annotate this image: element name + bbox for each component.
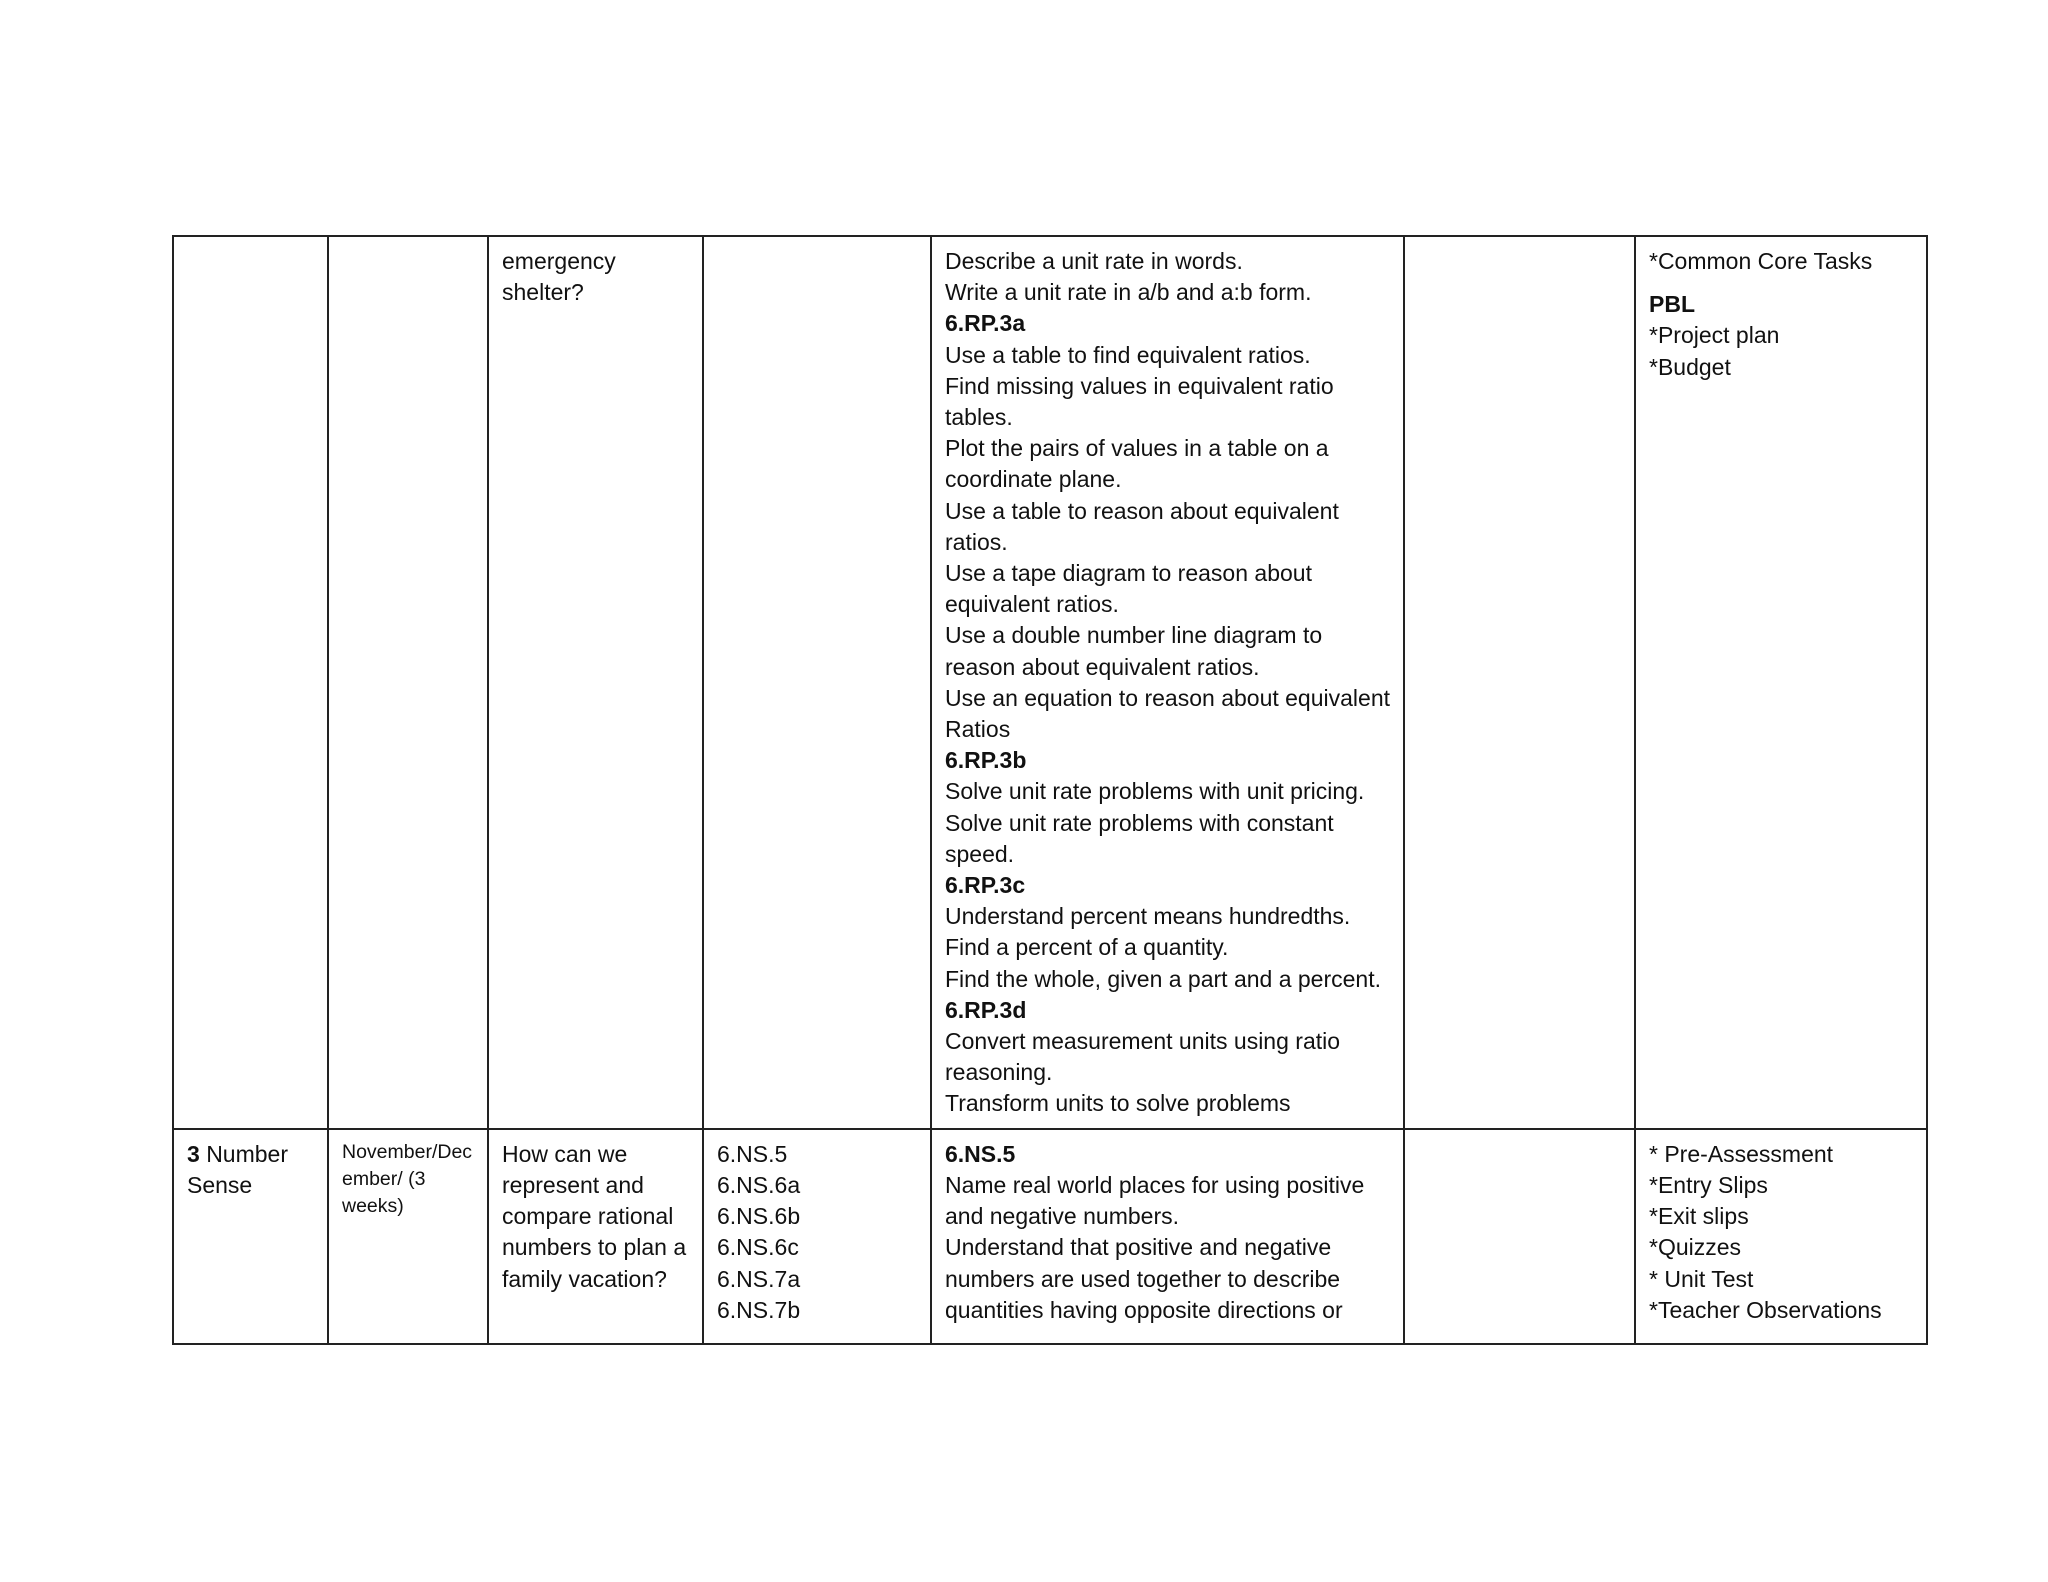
learning-target: Write a unit rate in a/b and a:b form. bbox=[945, 279, 1312, 306]
question-line: emergency bbox=[502, 248, 616, 274]
learning-target: Solve unit rate problems with constant speed. bbox=[945, 809, 1341, 867]
table-row bbox=[173, 1129, 1927, 1344]
learning-target: Name real world places for using positive and negative numbers. bbox=[945, 1171, 1371, 1230]
assessment-cell bbox=[1635, 1129, 1927, 1344]
resources-cell bbox=[1404, 1129, 1635, 1344]
assessment-cell bbox=[1635, 236, 1927, 1129]
essential-question-cell bbox=[488, 236, 703, 1129]
question-line: shelter? bbox=[502, 279, 584, 306]
standard-heading: 6.RP.3d bbox=[945, 996, 1027, 1023]
learning-target: Convert measurement units using ratio reasoning. bbox=[945, 1028, 1347, 1086]
standard-code: 6.NS.7b bbox=[717, 1296, 801, 1323]
learning-target: Understand that positive and negative numbers are used together to describe quantities having opposite directions or bbox=[945, 1234, 1347, 1323]
standards-cell bbox=[703, 236, 931, 1129]
assessment-item: *Quizzes bbox=[1649, 1234, 1742, 1261]
learning-target: Use a tape diagram to reason about equivalent ratios. bbox=[945, 560, 1319, 618]
assessment-item: * Unit Test bbox=[1649, 1265, 1754, 1292]
learning-target: Find the whole, given a part and a percent. bbox=[945, 965, 1382, 992]
standard-heading: 6.RP.3b bbox=[945, 747, 1027, 774]
learning-target: Describe a unit rate in words. bbox=[945, 248, 1243, 274]
assessment-item: *Teacher Observations bbox=[1649, 1296, 1882, 1323]
resources-cell bbox=[1404, 236, 1635, 1129]
learning-target: Solve unit rate problems with unit pricing. bbox=[945, 778, 1365, 805]
unit-cell bbox=[173, 1129, 328, 1344]
pbl-heading: PBL bbox=[1649, 291, 1695, 318]
standards-cell bbox=[703, 1129, 931, 1344]
unit-cell bbox=[173, 236, 328, 1129]
standard-code: 6.NS.6c bbox=[717, 1234, 799, 1261]
learning-targets-cell bbox=[931, 236, 1404, 1129]
standard-heading: 6.RP.3a bbox=[945, 310, 1026, 337]
standard-code: 6.NS.7a bbox=[717, 1265, 801, 1292]
unit-number: 3 bbox=[187, 1140, 200, 1167]
timeframe-cell bbox=[328, 1129, 488, 1344]
learning-targets-cell bbox=[931, 1129, 1404, 1344]
standard-heading: 6.RP.3c bbox=[945, 872, 1026, 899]
timeframe-text: November/December/ (3 weeks) bbox=[342, 1140, 473, 1217]
assessment-item: *Entry Slips bbox=[1649, 1171, 1768, 1198]
curriculum-map-table bbox=[172, 235, 1928, 1345]
learning-target: Find a percent of a quantity. bbox=[945, 934, 1229, 961]
learning-target: Use a table to reason about equivalent ratios. bbox=[945, 497, 1346, 555]
assessment-item: *Budget bbox=[1649, 353, 1731, 380]
assessment-item: * Pre-Assessment bbox=[1649, 1140, 1834, 1167]
essential-question-text: How can we represent and compare rational numbers to plan a family vacation? bbox=[502, 1140, 687, 1292]
timeframe-cell bbox=[328, 236, 488, 1129]
standard-heading: 6.NS.5 bbox=[945, 1140, 1016, 1167]
assessment-item: *Exit slips bbox=[1649, 1203, 1749, 1230]
essential-question-cell bbox=[488, 1129, 703, 1344]
table-row bbox=[173, 236, 1927, 1129]
learning-target: Understand percent means hundredths. bbox=[945, 903, 1351, 930]
learning-target: Plot the pairs of values in a table on a coordinate plane. bbox=[945, 435, 1335, 493]
learning-target: Use an equation to reason about equivalent Ratios bbox=[945, 684, 1397, 743]
standard-code: 6.NS.6b bbox=[717, 1203, 801, 1230]
learning-target: Find missing values in equivalent ratio tables. bbox=[945, 372, 1341, 431]
learning-target: Use a table to find equivalent ratios. bbox=[945, 341, 1311, 368]
assessment-item: *Project plan bbox=[1649, 322, 1780, 349]
unit-name: Number Sense bbox=[187, 1140, 288, 1198]
standard-code: 6.NS.5 bbox=[717, 1140, 788, 1167]
learning-target: Transform units to solve problems bbox=[945, 1090, 1291, 1117]
learning-target: Use a double number line diagram to reason about equivalent ratios. bbox=[945, 622, 1329, 680]
assessment-item: *Common Core Tasks bbox=[1649, 248, 1873, 274]
standard-code: 6.NS.6a bbox=[717, 1171, 801, 1198]
